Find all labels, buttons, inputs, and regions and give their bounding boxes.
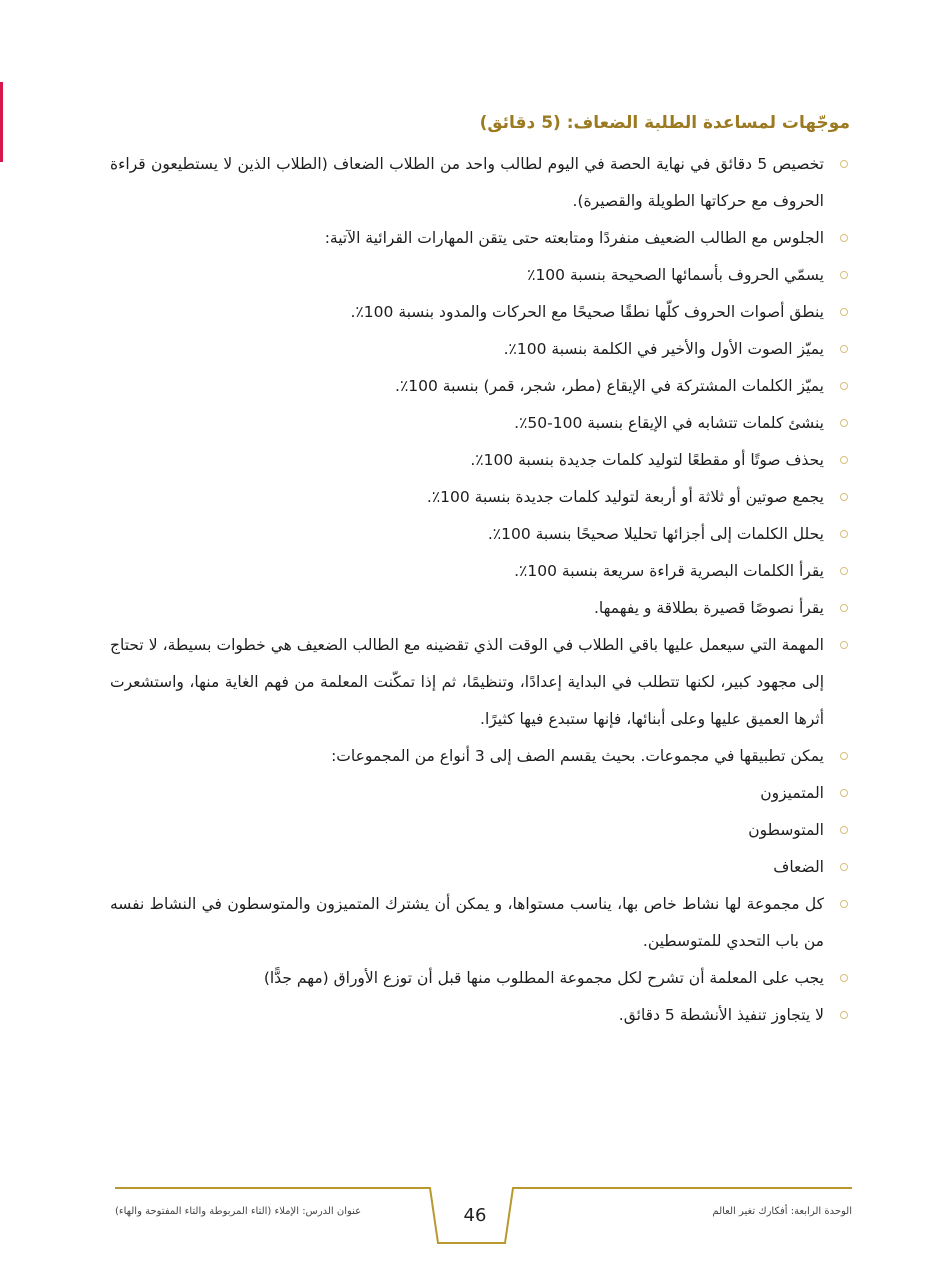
list-item: كل مجموعة لها نشاط خاص بها، يناسب مستواها، و يمكن أن يشترك المتميزون والمتوسطون في النشاط نفسه من باب التحدي للمتوسطين. bbox=[110, 886, 850, 960]
list-item: يسمّي الحروف بأسمائها الصحيحة بنسبة 100٪ bbox=[110, 257, 850, 294]
list-item: الضعاف bbox=[110, 849, 850, 886]
list-item: المتميزون bbox=[110, 775, 850, 812]
list-item: ينطق أصوات الحروف كلّها نطقًا صحيحًا مع الحركات والمدود بنسبة 100٪. bbox=[110, 294, 850, 331]
list-item: يميّز الكلمات المشتركة في الإيقاع (مطر، شجر، قمر) بنسبة 100٪. bbox=[110, 368, 850, 405]
list-item: يحذف صوتًا أو مقطعًا لتوليد كلمات جديدة بنسبة 100٪. bbox=[110, 442, 850, 479]
list-item: يميّز الصوت الأول والأخير في الكلمة بنسبة 100٪. bbox=[110, 331, 850, 368]
list-item: المهمة التي سيعمل عليها باقي الطلاب في الوقت الذي تقضينه مع الطالب الضعيف هي خطوات بسيطة، لا تحتاج إلى مجهود كبير، لكنها تتطلب في البداية إعدادًا، وتنظيمًا، ثم إذا تمكّنت المعلمة من فهم الغاية منها، واستشعرت أثرها العميق عليها وعلى أبنائها، فإنها ستبدع فيها كثيرًا. bbox=[110, 627, 850, 738]
list-item: تخصيص 5 دقائق في نهاية الحصة في اليوم لطالب واحد من الطلاب الضعاف (الطلاب الذين لا يستطيعون قراءة الحروف مع حركاتها الطويلة والقصيرة). bbox=[110, 146, 850, 220]
list-item: يجب على المعلمة أن تشرح لكل مجموعة المطلوب منها قبل أن توزع الأوراق (مهم جدًّا) bbox=[110, 960, 850, 997]
list-item: يقرأ نصوصًا قصيرة بطلاقة و يفهمها. bbox=[110, 590, 850, 627]
footer-unit-title: الوحدة الرابعة: أفكارك تغير العالم bbox=[712, 1206, 852, 1217]
list-item: الجلوس مع الطالب الضعيف منفردًا ومتابعته حتى يتقن المهارات القرائية الآتية: bbox=[110, 220, 850, 257]
list-item: يجمع صوتين أو ثلاثة أو أربعة لتوليد كلمات جديدة بنسبة 100٪. bbox=[110, 479, 850, 516]
list-item: يمكن تطبيقها في مجموعات. بحيث يقسم الصف إلى 3 أنواع من المجموعات: bbox=[110, 738, 850, 775]
footer-lesson-title: عنوان الدرس: الإملاء (التاء المربوطة والتاء المفتوحة والهاء) bbox=[115, 1206, 362, 1217]
page-number: 46 bbox=[463, 1205, 487, 1226]
list-item: يقرأ الكلمات البصرية قراءة سريعة بنسبة 100٪. bbox=[110, 553, 850, 590]
section-heading: موجّهات لمساعدة الطلبة الضعاف: (5 دقائق) bbox=[479, 113, 850, 133]
list-item: لا يتجاوز تنفيذ الأنشطة 5 دقائق. bbox=[110, 997, 850, 1034]
list-item: ينشئ كلمات تتشابه في الإيقاع بنسبة 100-50٪. bbox=[110, 405, 850, 442]
list-item: يحلل الكلمات إلى أجزائها تحليلا صحيحًا بنسبة 100٪. bbox=[110, 516, 850, 553]
list-item: المتوسطون bbox=[110, 812, 850, 849]
